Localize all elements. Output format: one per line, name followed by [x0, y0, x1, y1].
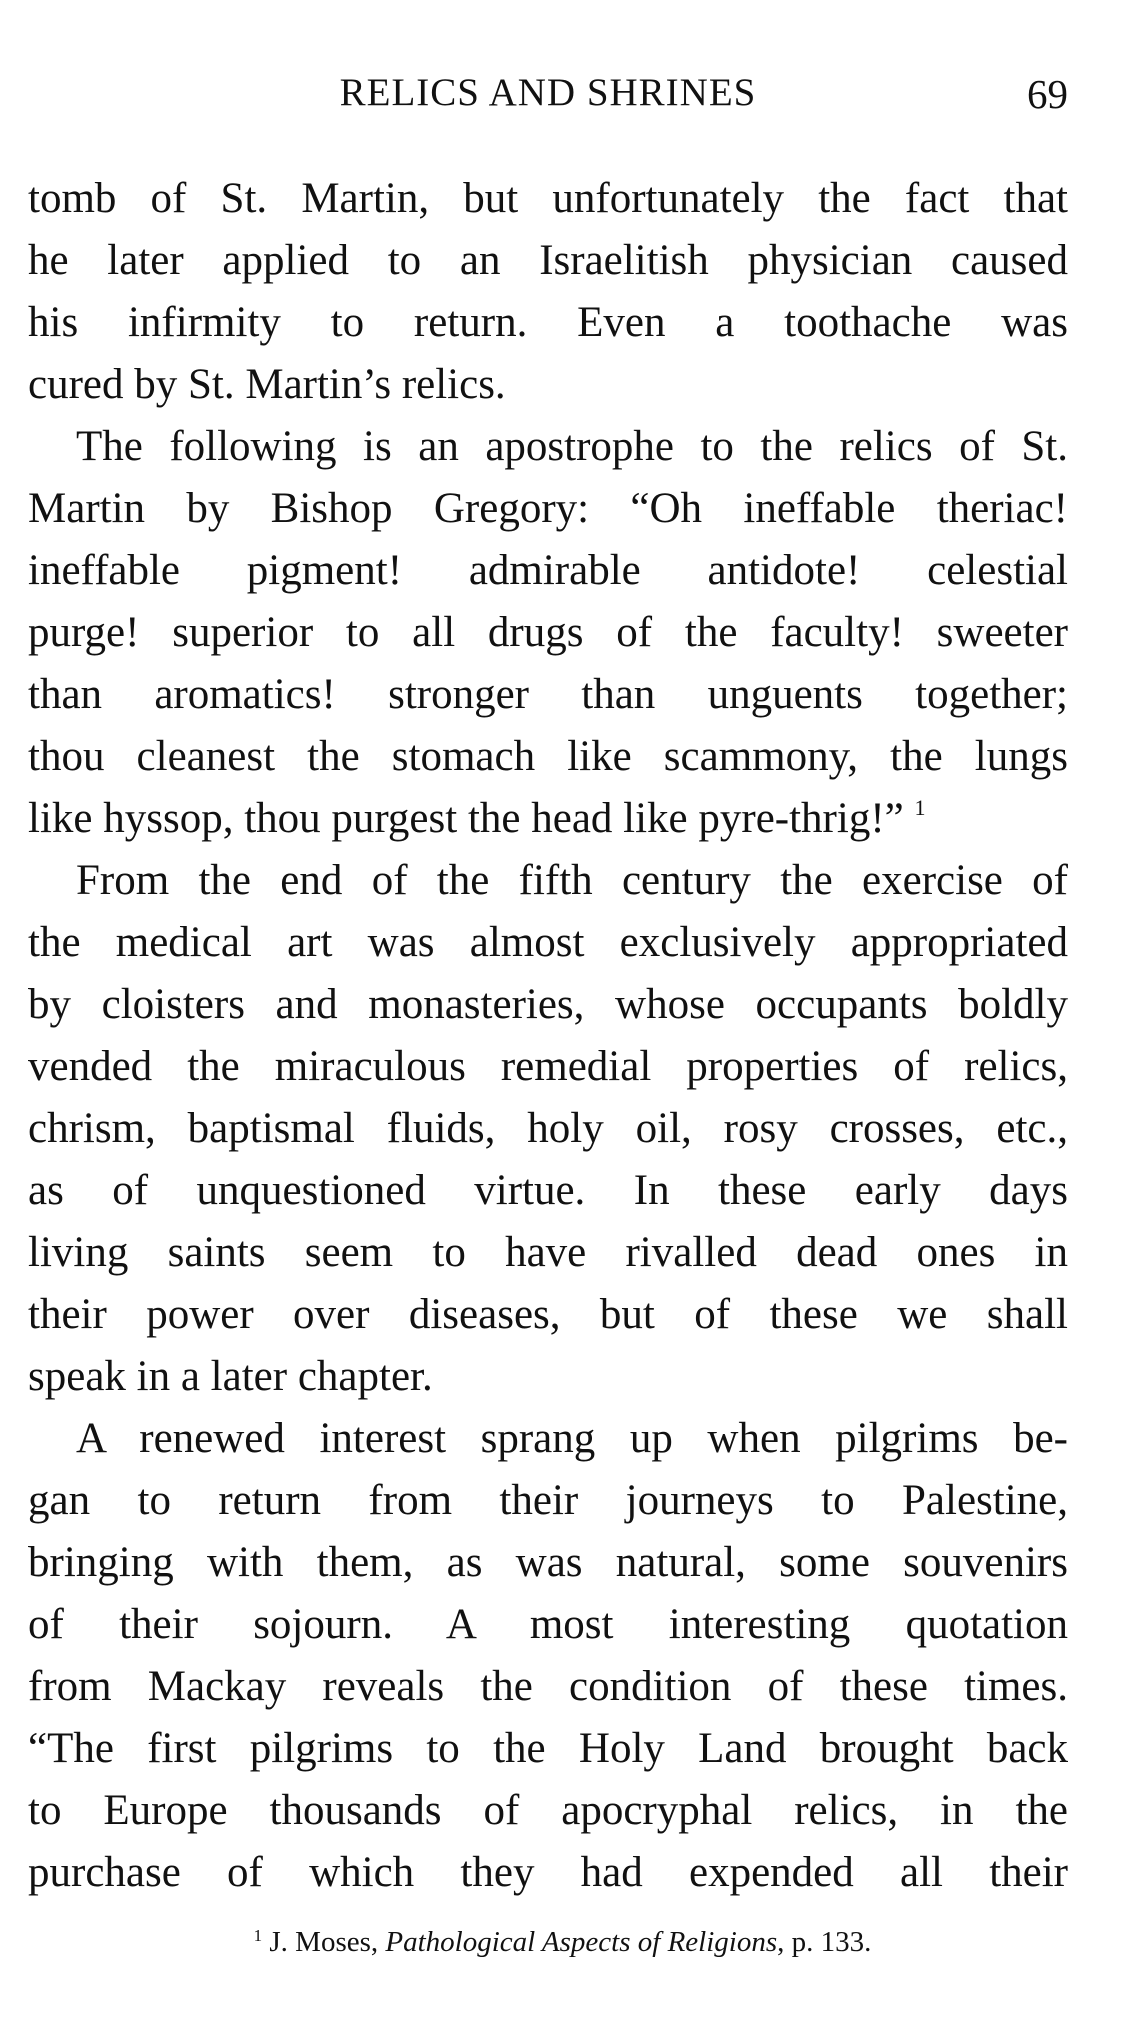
text-line-with-footnote	[28, 788, 1068, 850]
text-line: from Mackay reveals the condition of these times.	[28, 1663, 1068, 1710]
text-line: like hyssop, thou purgest the head like pyre-thrig!”	[28, 795, 904, 842]
text-line: as of unquestioned virtue. In these early days	[28, 1167, 1068, 1214]
footnote-marker: 1	[253, 1926, 263, 1945]
footnote-page: , p. 133.	[777, 1926, 872, 1958]
page-header	[28, 70, 1068, 130]
body-text	[28, 168, 1068, 1904]
text-line: than aromatics! stronger than unguents together;	[28, 671, 1068, 718]
page-number: 69	[1027, 71, 1068, 117]
text-line: purchase of which they had expended all their	[28, 1849, 1068, 1896]
text-line: purge! superior to all drugs of the faculty! sweeter	[28, 609, 1068, 656]
footnote-title: Pathological Aspects of Religions	[385, 1926, 778, 1958]
text-line: tomb of St. Martin, but unfortunately the fact that	[28, 175, 1068, 222]
running-title: RELICS AND SHRINES	[339, 71, 757, 114]
text-line: gan to return from their journeys to Palestine,	[28, 1477, 1068, 1524]
text-line: the medical art was almost exclusively appropriated	[28, 919, 1068, 966]
text-line: From the end of the fifth century the exercise of	[76, 857, 1068, 904]
text-line: “The first pilgrims to the Holy Land brought back	[28, 1725, 1068, 1772]
text-line: by cloisters and monasteries, whose occupants boldly	[28, 981, 1068, 1028]
text-line: speak in a later chapter.	[28, 1353, 433, 1400]
text-line: The following is an apostrophe to the relics of St.	[76, 423, 1068, 470]
text-line: of their sojourn. A most interesting quotation	[28, 1601, 1068, 1648]
footnote-reference: 1	[914, 795, 926, 820]
text-line: Martin by Bishop Gregory: “Oh ineffable theriac!	[28, 485, 1068, 532]
footnote	[0, 1926, 1125, 1959]
text-line: chrism, baptismal fluids, holy oil, rosy crosses, etc.,	[28, 1105, 1068, 1152]
text-line: he later applied to an Israelitish physician caused	[28, 237, 1068, 284]
text-line: thou cleanest the stomach like scammony, the lungs	[28, 733, 1068, 780]
footnote-author: J. Moses,	[269, 1926, 386, 1958]
text-line: ineffable pigment! admirable antidote! celestial	[28, 547, 1068, 594]
text-line: living saints seem to have rivalled dead ones in	[28, 1229, 1068, 1276]
text-line: bringing with them, as was natural, some souvenirs	[28, 1539, 1068, 1586]
text-line: to Europe thousands of apocryphal relics, in the	[28, 1787, 1068, 1834]
text-line: A renewed interest sprang up when pilgrims be-	[76, 1415, 1068, 1462]
text-line: vended the miraculous remedial properties of relics,	[28, 1043, 1068, 1090]
text-line: his infirmity to return. Even a toothache was	[28, 299, 1068, 346]
text-line: their power over diseases, but of these we shall	[28, 1291, 1068, 1338]
text-line: cured by St. Martin’s relics.	[28, 361, 506, 408]
